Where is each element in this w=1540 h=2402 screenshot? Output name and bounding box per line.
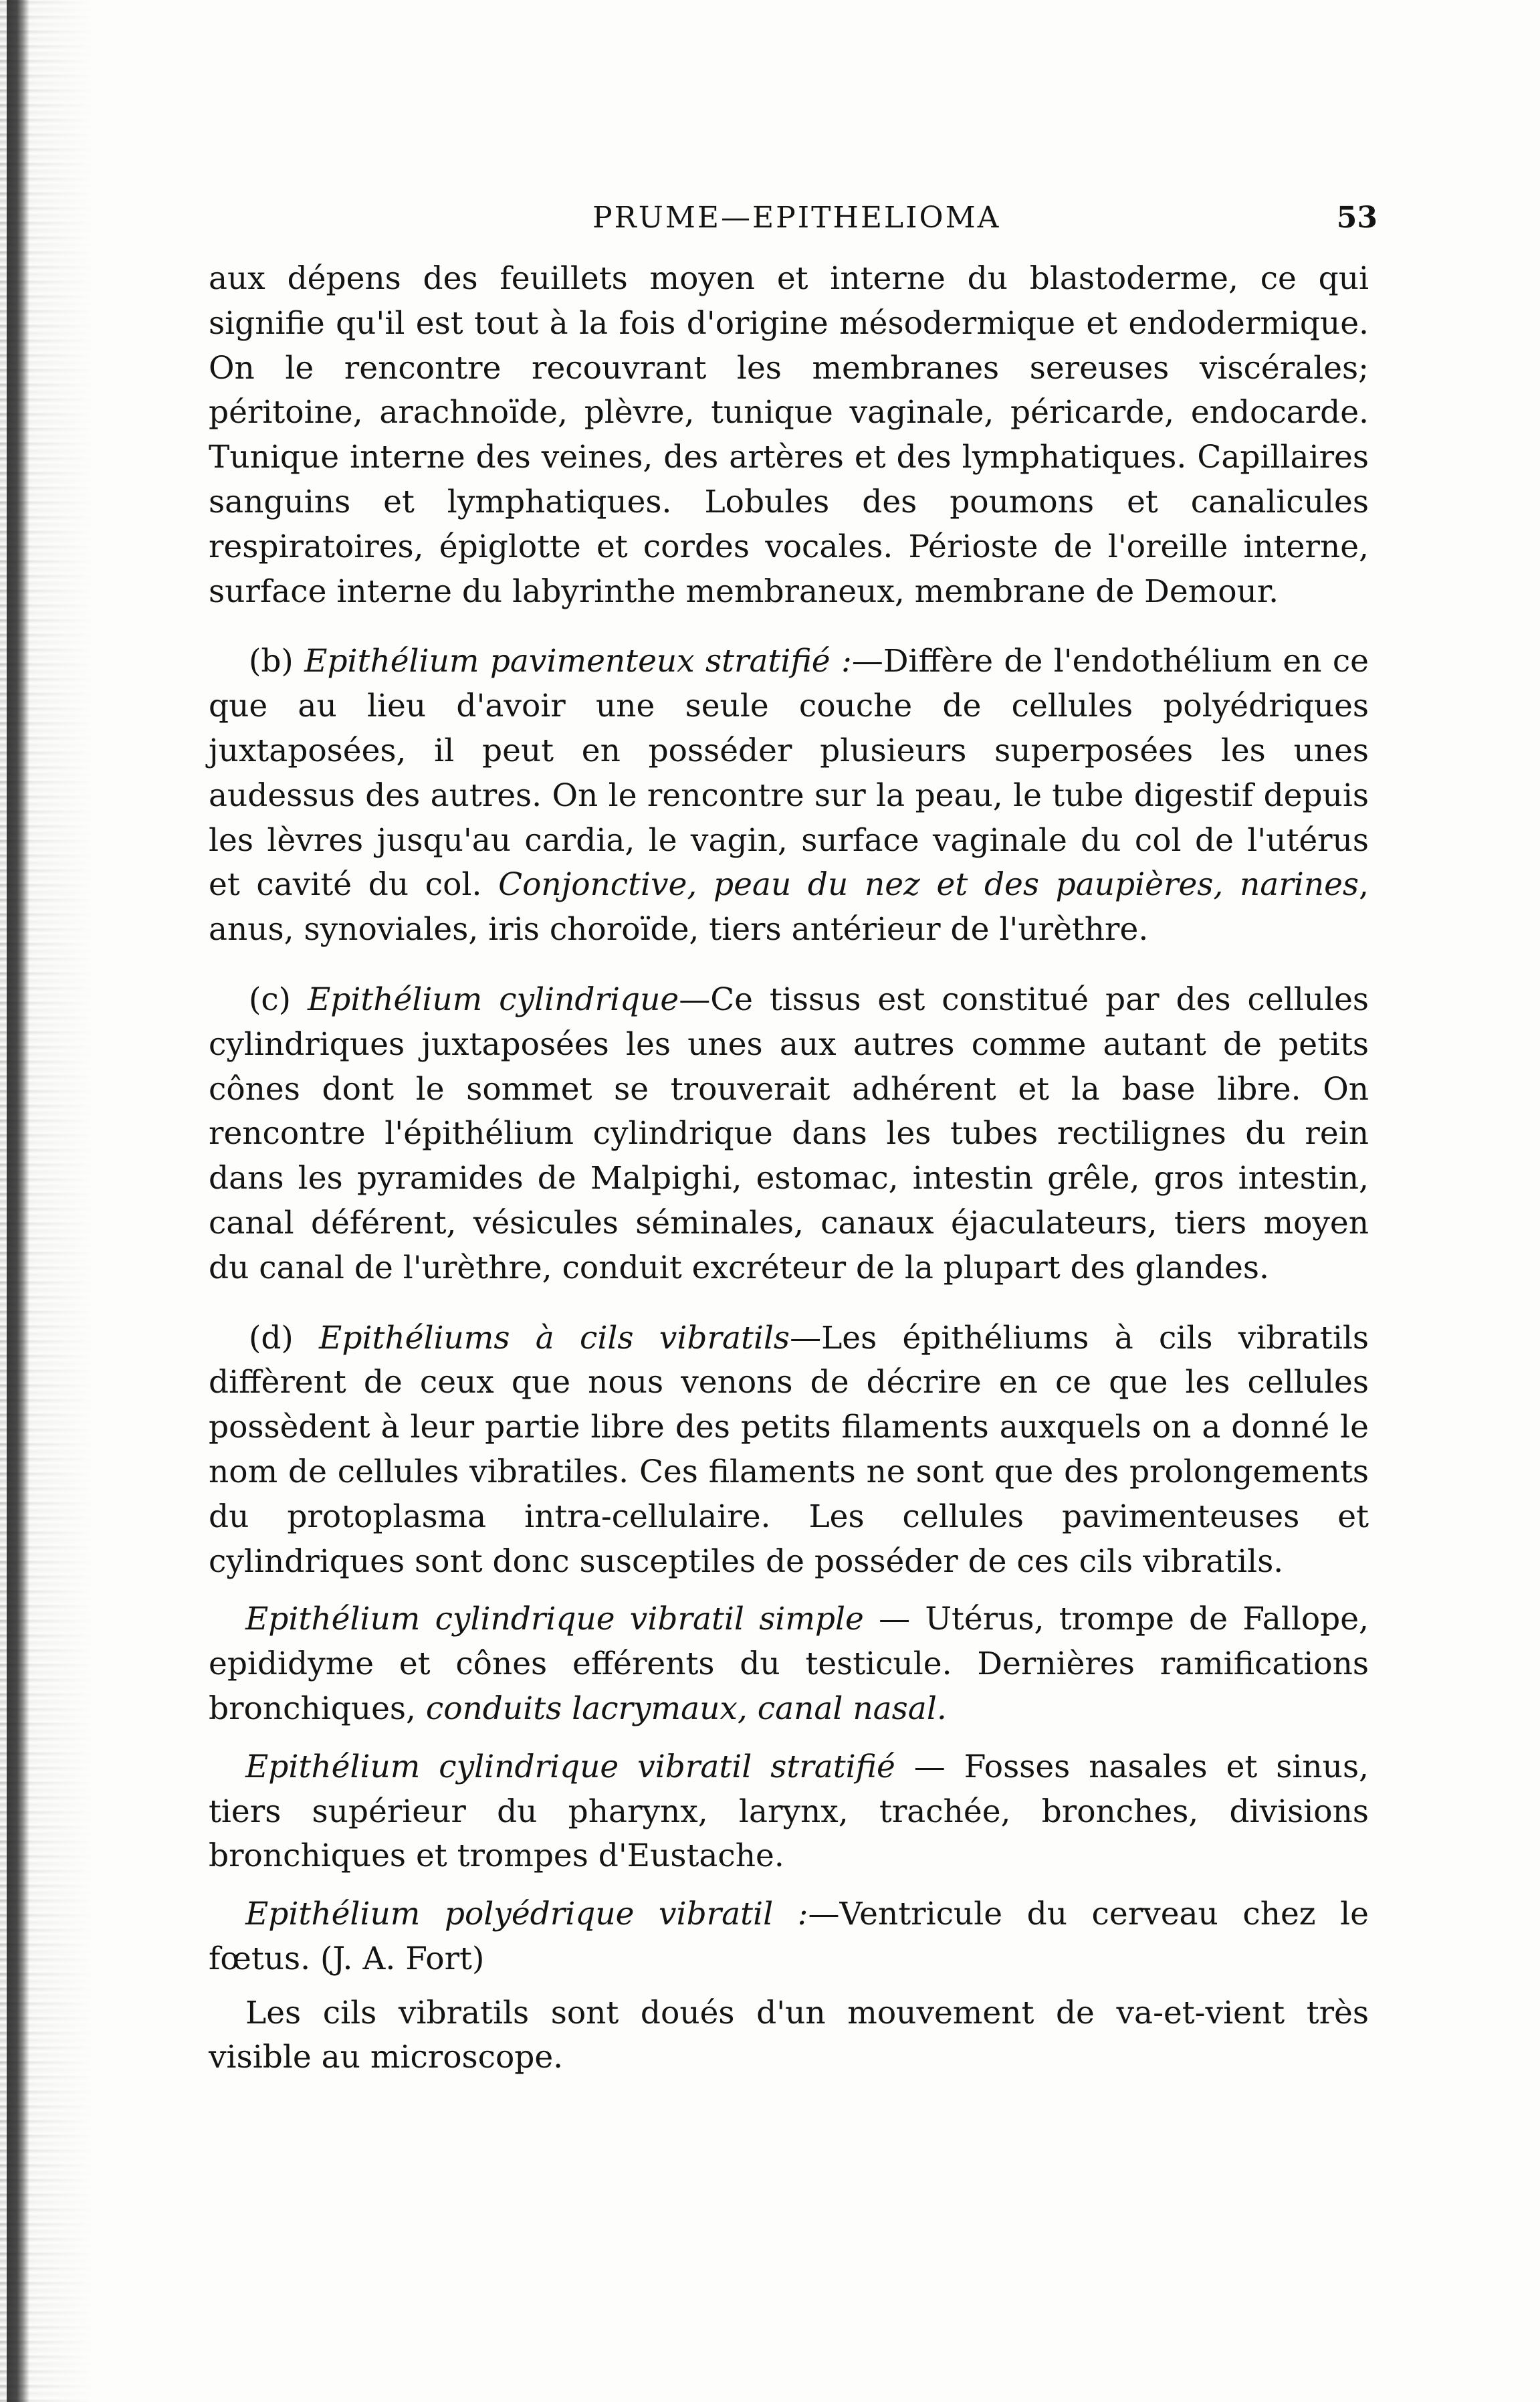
section-text-b: —Diffère de l'endothélium en ce que au lieu d'avoir une seule couche de cellules polyédriques juxtaposées, il peut en posséder plusieurs superposées les unes audessus des autres. On le rencontre sur la peau, le tube digestif depuis les lèvres jusqu'au cardia, le vagin, surface vaginale du col de l'utérus et cavité du col. <box>209 643 1369 904</box>
section-italic-b: Conjonctive, peau du nez et des paupières, narines <box>498 866 1359 904</box>
binding-shadow <box>7 0 29 2402</box>
section-heading-b: Epithélium pavimenteux stratifié : <box>304 643 852 680</box>
paragraph-polyedrique-vibratil <box>209 1892 1369 1982</box>
running-title: PRUME—EPITHELIOMA <box>592 201 1001 235</box>
paragraph-epithelium-stratifie <box>209 639 1369 953</box>
subsection-text-stratifie: — Fosses nasales et sinus, tiers supérieur du pharynx, larynx, trachée, bronches, divisions bronchiques et trompes d'Eustache. <box>209 1748 1369 1875</box>
section-label-b: (b) <box>249 643 305 680</box>
paragraph-epithelium-cylindrique <box>209 978 1369 1291</box>
subsection-heading-polyedrique: Epithélium polyédrique vibratil : <box>245 1896 808 1933</box>
subsection-text-simple: — Utérus, trompe de Fallope, epididyme et cônes efférents du testicule. Dernières ramifications bronchiques, <box>209 1601 1369 1727</box>
paragraph-epithelium-cils-vibratils <box>209 1316 1369 1585</box>
section-heading-c: Epithélium cylindrique <box>307 981 679 1018</box>
paragraph-vibratil-simple <box>209 1597 1369 1731</box>
subsection-italic-simple: conduits lacrymaux, canal nasal. <box>425 1690 947 1727</box>
paragraph-endothelium: aux dépens des feuillets moyen et interne du blastoderme, ce qui signifie qu'il est tout à la fois d'origine mésodermique et endodermique. On le rencontre recouvrant les membranes sereuses viscérales; péritoine, arachnoïde, plèvre, tunique vaginale, péricarde, endocarde. Tunique interne des veines, des artères et des lymphatiques. Capillaires sanguins et lymphatiques. Lobules des poumons et canalicules respiratoires, épiglotte et cordes vocales. Périoste de l'oreille interne, surface interne du labyrinthe membraneux, membrane de Demour. <box>209 260 1369 610</box>
section-label-d: (d) <box>249 1319 320 1357</box>
page-number: 53 <box>1336 201 1378 235</box>
section-heading-d: Epithéliums à cils vibratils <box>319 1319 790 1357</box>
section-text-c: —Ce tissus est constitué par des cellules cylindriques juxtaposées les unes aux autres comme autant de petits cônes dont le sommet se trouverait adhérent et la base libre. On rencontre l'épithélium cylindrique dans les tubes rectilignes du rein dans les pyramides de Malpighi, estomac, intestin grêle, gros intestin, canal déférent, vésicules séminales, canaux éjaculateurs, tiers moyen du canal de l'urèthre, conduit excréteur de la plupart des glandes. <box>209 981 1369 1286</box>
paragraph-closing: Les cils vibratils sont doués d'un mouvement de va-et-vient très visible au microscope. <box>209 1994 1369 2076</box>
section-tail-b: , anus, synoviales, iris choroïde, tiers antérieur de l'urèthre. <box>209 866 1369 948</box>
body-text <box>209 257 1369 2080</box>
subsection-heading-stratifie: Epithélium cylindrique vibratil stratifié <box>245 1748 895 1785</box>
subsection-heading-simple: Epithélium cylindrique vibratil simple <box>245 1601 864 1638</box>
running-header <box>201 201 1378 241</box>
paragraph-vibratil-stratifie <box>209 1745 1369 1879</box>
subsection-text-polyedrique: —Ventricule du cerveau chez le fœtus. (J. A. Fort) <box>209 1896 1369 1977</box>
section-label-c: (c) <box>249 981 308 1018</box>
section-text-d: —Les épithéliums à cils vibratils diffèrent de ceux que nous venons de décrire en ce que les cellules possèdent à leur partie libre des petits filaments auxquels on a donné le nom de cellules vibratiles. Ces filaments ne sont que des prolongements du protoplasma intra-cellulaire. Les cellules pavimenteuses et cylindriques sont donc susceptiles de posséder de ces cils vibratils. <box>209 1319 1369 1580</box>
